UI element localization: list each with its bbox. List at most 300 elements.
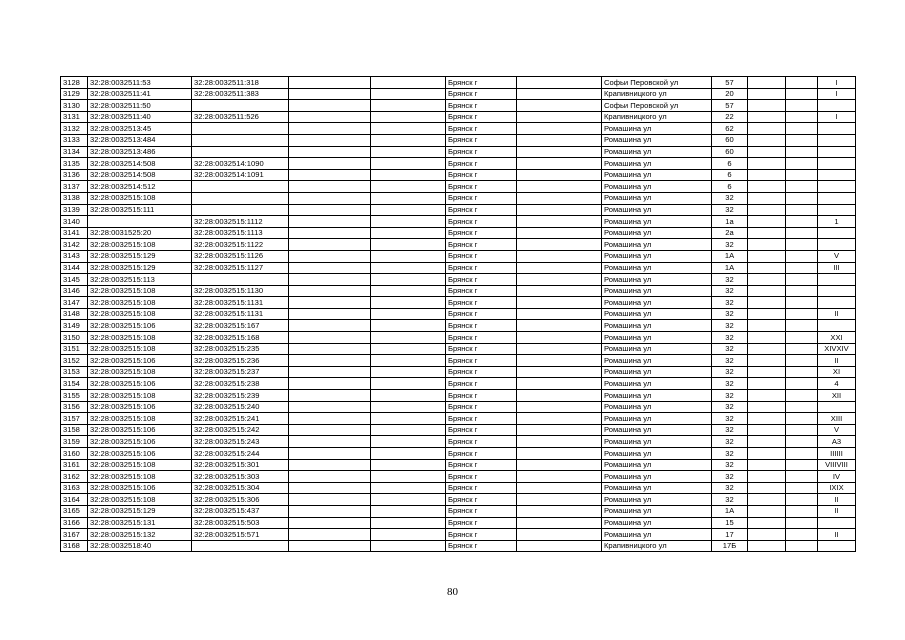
cell-cadastral-number: 32:28:0032515:131 <box>88 517 192 529</box>
table-row <box>61 308 856 320</box>
cell-cadastral-number: 32:28:0032515:129 <box>88 505 192 517</box>
cell-column-5 <box>371 285 446 297</box>
cell-object-number: 32:28:0032515:236 <box>192 355 289 367</box>
cell-city: Брянск г <box>446 459 517 471</box>
cell-column-11 <box>786 192 818 204</box>
cell-cadastral-number: 32:28:0032515:108 <box>88 308 192 320</box>
cell-street: Ромашина ул <box>602 378 712 390</box>
cell-column-5 <box>371 169 446 181</box>
cell-column-4 <box>289 111 371 123</box>
cell-premises: IIIIII <box>818 448 856 460</box>
cell-column-5 <box>371 459 446 471</box>
cell-column-7 <box>517 366 602 378</box>
cell-column-7 <box>517 274 602 286</box>
cell-house-number: 32 <box>712 436 748 448</box>
cell-column-11 <box>786 181 818 193</box>
cell-house-number: 60 <box>712 146 748 158</box>
cell-city: Брянск г <box>446 320 517 332</box>
cell-street: Ромашина ул <box>602 355 712 367</box>
cell-city: Брянск г <box>446 517 517 529</box>
cell-column-5 <box>371 448 446 460</box>
cell-street: Ромашина ул <box>602 343 712 355</box>
cell-cadastral-number: 32:28:0032513:484 <box>88 134 192 146</box>
cell-column-10 <box>748 100 786 112</box>
cell-cadastral-number: 32:28:0032515:108 <box>88 332 192 344</box>
cell-object-number: 32:28:0032515:306 <box>192 494 289 506</box>
cell-street: Ромашина ул <box>602 436 712 448</box>
cell-premises <box>818 100 856 112</box>
cell-column-7 <box>517 482 602 494</box>
cell-premises: II <box>818 308 856 320</box>
cell-column-11 <box>786 482 818 494</box>
cell-cadastral-number: 32:28:0032515:108 <box>88 297 192 309</box>
cell-cadastral-number: 32:28:0032515:113 <box>88 274 192 286</box>
cell-cadastral-number: 32:28:0032515:106 <box>88 355 192 367</box>
cell-house-number: 32 <box>712 285 748 297</box>
cell-object-number <box>192 146 289 158</box>
cell-house-number: 32 <box>712 482 748 494</box>
cell-column-11 <box>786 146 818 158</box>
cell-street: Крапивницкого ул <box>602 540 712 552</box>
cell-city: Брянск г <box>446 274 517 286</box>
cell-premises <box>818 123 856 135</box>
cell-cadastral-number: 32:28:0032515:129 <box>88 250 192 262</box>
cell-object-number: 32:28:0032514:1090 <box>192 158 289 170</box>
cell-column-7 <box>517 448 602 460</box>
cell-object-number: 32:28:0032515:304 <box>192 482 289 494</box>
cell-column-5 <box>371 227 446 239</box>
cell-street: Ромашина ул <box>602 297 712 309</box>
cell-premises <box>818 192 856 204</box>
cell-column-7 <box>517 320 602 332</box>
cell-column-10 <box>748 227 786 239</box>
cell-column-10 <box>748 169 786 181</box>
cell-city: Брянск г <box>446 366 517 378</box>
cell-column-7 <box>517 355 602 367</box>
cell-row-number: 3146 <box>61 285 88 297</box>
cell-row-number: 3135 <box>61 158 88 170</box>
cell-cadastral-number: 32:28:0031525:20 <box>88 227 192 239</box>
cell-premises: XIII <box>818 413 856 425</box>
cell-column-7 <box>517 529 602 541</box>
cell-city: Брянск г <box>446 390 517 402</box>
cell-column-10 <box>748 401 786 413</box>
cell-column-11 <box>786 100 818 112</box>
cell-cadastral-number: 32:28:0032515:106 <box>88 320 192 332</box>
cell-column-7 <box>517 216 602 228</box>
cell-city: Брянск г <box>446 482 517 494</box>
cell-column-10 <box>748 192 786 204</box>
cell-row-number: 3168 <box>61 540 88 552</box>
cell-column-10 <box>748 146 786 158</box>
cell-column-10 <box>748 123 786 135</box>
cell-column-7 <box>517 77 602 89</box>
cell-premises: I <box>818 111 856 123</box>
cell-house-number: 57 <box>712 77 748 89</box>
cell-column-10 <box>748 77 786 89</box>
table-row <box>61 192 856 204</box>
cell-column-4 <box>289 134 371 146</box>
table-row <box>61 285 856 297</box>
cell-row-number: 3155 <box>61 390 88 402</box>
cell-column-4 <box>289 308 371 320</box>
table-row <box>61 401 856 413</box>
cell-city: Брянск г <box>446 227 517 239</box>
cell-column-11 <box>786 250 818 262</box>
cell-column-4 <box>289 146 371 158</box>
cell-column-5 <box>371 146 446 158</box>
table-row <box>61 204 856 216</box>
cell-column-7 <box>517 390 602 402</box>
cell-column-10 <box>748 424 786 436</box>
cell-object-number: 32:28:0032515:242 <box>192 424 289 436</box>
cell-cadastral-number: 32:28:0032515:106 <box>88 448 192 460</box>
cell-column-4 <box>289 494 371 506</box>
cell-column-4 <box>289 355 371 367</box>
cell-cadastral-number: 32:28:0032515:106 <box>88 482 192 494</box>
cell-row-number: 3147 <box>61 297 88 309</box>
cell-city: Брянск г <box>446 355 517 367</box>
cell-column-5 <box>371 494 446 506</box>
cell-column-4 <box>289 436 371 448</box>
cell-cadastral-number: 32:28:0032515:106 <box>88 436 192 448</box>
cell-column-7 <box>517 343 602 355</box>
cell-object-number <box>192 192 289 204</box>
cell-row-number: 3131 <box>61 111 88 123</box>
cell-column-5 <box>371 181 446 193</box>
cell-row-number: 3154 <box>61 378 88 390</box>
cell-city: Брянск г <box>446 540 517 552</box>
cell-column-5 <box>371 343 446 355</box>
cell-column-5 <box>371 88 446 100</box>
cell-column-4 <box>289 320 371 332</box>
cell-row-number: 3166 <box>61 517 88 529</box>
cell-column-7 <box>517 146 602 158</box>
table-row <box>61 320 856 332</box>
cell-column-5 <box>371 158 446 170</box>
cell-column-4 <box>289 77 371 89</box>
cell-column-7 <box>517 378 602 390</box>
cell-column-10 <box>748 366 786 378</box>
cell-column-11 <box>786 366 818 378</box>
cell-city: Брянск г <box>446 529 517 541</box>
cell-city: Брянск г <box>446 123 517 135</box>
cell-column-11 <box>786 77 818 89</box>
cell-column-10 <box>748 494 786 506</box>
cell-object-number: 32:28:0032515:168 <box>192 332 289 344</box>
cell-city: Брянск г <box>446 436 517 448</box>
cell-city: Брянск г <box>446 239 517 251</box>
cell-street: Ромашина ул <box>602 413 712 425</box>
cell-house-number: 2а <box>712 227 748 239</box>
cell-column-10 <box>748 134 786 146</box>
cell-column-11 <box>786 459 818 471</box>
cell-column-5 <box>371 320 446 332</box>
cell-row-number: 3134 <box>61 146 88 158</box>
cell-column-5 <box>371 413 446 425</box>
cell-row-number: 3158 <box>61 424 88 436</box>
cell-cadastral-number: 32:28:0032515:108 <box>88 413 192 425</box>
cell-premises <box>818 517 856 529</box>
cell-street: Ромашина ул <box>602 181 712 193</box>
cell-object-number: 32:28:0032515:301 <box>192 459 289 471</box>
cell-premises <box>818 204 856 216</box>
cell-column-7 <box>517 540 602 552</box>
cell-column-7 <box>517 297 602 309</box>
cell-column-11 <box>786 436 818 448</box>
cell-column-10 <box>748 448 786 460</box>
cell-row-number: 3164 <box>61 494 88 506</box>
cell-column-10 <box>748 181 786 193</box>
cell-house-number: 32 <box>712 471 748 483</box>
cell-column-5 <box>371 390 446 402</box>
cell-row-number: 3142 <box>61 239 88 251</box>
cell-cadastral-number: 32:28:0032511:41 <box>88 88 192 100</box>
table-row <box>61 517 856 529</box>
cell-column-5 <box>371 366 446 378</box>
cell-cadastral-number: 32:28:0032515:106 <box>88 424 192 436</box>
cell-house-number: 32 <box>712 343 748 355</box>
cell-row-number: 3129 <box>61 88 88 100</box>
cell-premises: IXIX <box>818 482 856 494</box>
cell-column-5 <box>371 239 446 251</box>
cell-column-11 <box>786 158 818 170</box>
cell-column-4 <box>289 529 371 541</box>
table-row <box>61 239 856 251</box>
cell-row-number: 3148 <box>61 308 88 320</box>
table-row <box>61 540 856 552</box>
cell-column-4 <box>289 158 371 170</box>
cell-street: Ромашина ул <box>602 204 712 216</box>
cell-premises: II <box>818 355 856 367</box>
cell-city: Брянск г <box>446 111 517 123</box>
cell-column-5 <box>371 100 446 112</box>
cell-cadastral-number: 32:28:0032514:508 <box>88 169 192 181</box>
cell-premises <box>818 134 856 146</box>
cell-column-7 <box>517 459 602 471</box>
cell-column-5 <box>371 77 446 89</box>
table-row <box>61 169 856 181</box>
cell-street: Софьи Перовской ул <box>602 77 712 89</box>
cell-column-4 <box>289 239 371 251</box>
cell-object-number: 32:28:0032515:1113 <box>192 227 289 239</box>
cell-row-number: 3136 <box>61 169 88 181</box>
cell-row-number: 3159 <box>61 436 88 448</box>
cell-column-5 <box>371 378 446 390</box>
cell-object-number: 32:28:0032515:167 <box>192 320 289 332</box>
cell-cadastral-number: 32:28:0032513:45 <box>88 123 192 135</box>
cell-column-10 <box>748 332 786 344</box>
cell-column-10 <box>748 274 786 286</box>
cell-column-11 <box>786 88 818 100</box>
cell-city: Брянск г <box>446 424 517 436</box>
cell-column-4 <box>289 540 371 552</box>
cell-city: Брянск г <box>446 158 517 170</box>
cell-column-11 <box>786 448 818 460</box>
cell-house-number: 32 <box>712 459 748 471</box>
cell-row-number: 3145 <box>61 274 88 286</box>
cell-column-5 <box>371 297 446 309</box>
table-row <box>61 448 856 460</box>
cell-city: Брянск г <box>446 192 517 204</box>
cell-column-7 <box>517 88 602 100</box>
cell-column-11 <box>786 297 818 309</box>
cell-row-number: 3149 <box>61 320 88 332</box>
cell-row-number: 3157 <box>61 413 88 425</box>
cell-cadastral-number: 32:28:0032514:512 <box>88 181 192 193</box>
cell-column-7 <box>517 134 602 146</box>
cell-column-11 <box>786 274 818 286</box>
table-row <box>61 111 856 123</box>
cell-column-11 <box>786 401 818 413</box>
cell-column-5 <box>371 529 446 541</box>
cell-street: Ромашина ул <box>602 227 712 239</box>
cell-premises <box>818 227 856 239</box>
cell-object-number: 32:28:0032515:238 <box>192 378 289 390</box>
cell-row-number: 3160 <box>61 448 88 460</box>
cell-city: Брянск г <box>446 448 517 460</box>
table-row <box>61 123 856 135</box>
cell-column-5 <box>371 262 446 274</box>
cell-column-10 <box>748 540 786 552</box>
cell-cadastral-number: 32:28:0032511:40 <box>88 111 192 123</box>
cell-object-number: 32:28:0032515:437 <box>192 505 289 517</box>
cell-column-7 <box>517 250 602 262</box>
cell-object-number: 32:28:0032515:237 <box>192 366 289 378</box>
cell-house-number: 32 <box>712 401 748 413</box>
cell-object-number: 32:28:0032515:303 <box>192 471 289 483</box>
cell-column-5 <box>371 436 446 448</box>
cell-street: Ромашина ул <box>602 169 712 181</box>
cell-premises: I <box>818 88 856 100</box>
cell-column-5 <box>371 308 446 320</box>
cell-street: Ромашина ул <box>602 471 712 483</box>
cell-house-number: 32 <box>712 204 748 216</box>
cell-column-5 <box>371 216 446 228</box>
cell-column-5 <box>371 401 446 413</box>
cell-cadastral-number <box>88 216 192 228</box>
cell-house-number: 32 <box>712 239 748 251</box>
cell-column-10 <box>748 390 786 402</box>
cell-column-11 <box>786 239 818 251</box>
cell-house-number: 17Б <box>712 540 748 552</box>
cell-cadastral-number: 32:28:0032515:108 <box>88 390 192 402</box>
cell-column-5 <box>371 540 446 552</box>
cell-house-number: 32 <box>712 390 748 402</box>
cell-column-10 <box>748 285 786 297</box>
cell-street: Ромашина ул <box>602 424 712 436</box>
cell-column-7 <box>517 192 602 204</box>
cell-column-7 <box>517 505 602 517</box>
cell-row-number: 3132 <box>61 123 88 135</box>
cell-city: Брянск г <box>446 505 517 517</box>
cell-column-10 <box>748 297 786 309</box>
cell-column-11 <box>786 285 818 297</box>
table-row <box>61 250 856 262</box>
cell-house-number: 32 <box>712 274 748 286</box>
cell-premises: VIIIVIII <box>818 459 856 471</box>
cell-premises: I <box>818 77 856 89</box>
cell-house-number: 15 <box>712 517 748 529</box>
cell-column-5 <box>371 250 446 262</box>
cell-column-4 <box>289 401 371 413</box>
cell-column-4 <box>289 424 371 436</box>
cell-column-5 <box>371 123 446 135</box>
cell-city: Брянск г <box>446 308 517 320</box>
cell-object-number: 32:28:0032515:1131 <box>192 308 289 320</box>
table-row <box>61 262 856 274</box>
cell-column-10 <box>748 239 786 251</box>
cell-column-4 <box>289 297 371 309</box>
cell-object-number: 32:28:0032515:235 <box>192 343 289 355</box>
cell-column-4 <box>289 181 371 193</box>
cell-row-number: 3140 <box>61 216 88 228</box>
cell-column-5 <box>371 134 446 146</box>
cell-column-5 <box>371 192 446 204</box>
cell-column-11 <box>786 413 818 425</box>
cell-city: Брянск г <box>446 471 517 483</box>
cell-object-number: 32:28:0032515:1131 <box>192 297 289 309</box>
cell-column-4 <box>289 505 371 517</box>
cell-column-4 <box>289 343 371 355</box>
cell-premises <box>818 297 856 309</box>
cell-premises: II <box>818 529 856 541</box>
cell-street: Ромашина ул <box>602 262 712 274</box>
cell-street: Ромашина ул <box>602 134 712 146</box>
cell-house-number: 32 <box>712 192 748 204</box>
cell-street: Ромашина ул <box>602 146 712 158</box>
table-row <box>61 134 856 146</box>
cell-column-4 <box>289 227 371 239</box>
cell-column-11 <box>786 216 818 228</box>
cell-column-4 <box>289 262 371 274</box>
cell-row-number: 3143 <box>61 250 88 262</box>
cell-object-number: 32:28:0032515:1112 <box>192 216 289 228</box>
cell-column-7 <box>517 227 602 239</box>
cell-cadastral-number: 32:28:0032515:106 <box>88 401 192 413</box>
cell-column-10 <box>748 471 786 483</box>
cell-column-5 <box>371 355 446 367</box>
cell-house-number: 32 <box>712 320 748 332</box>
cell-column-4 <box>289 250 371 262</box>
cell-row-number: 3153 <box>61 366 88 378</box>
cell-column-4 <box>289 169 371 181</box>
cell-street: Ромашина ул <box>602 239 712 251</box>
cell-row-number: 3138 <box>61 192 88 204</box>
cell-column-7 <box>517 204 602 216</box>
cell-column-5 <box>371 505 446 517</box>
cell-row-number: 3144 <box>61 262 88 274</box>
cell-street: Ромашина ул <box>602 505 712 517</box>
cell-house-number: 32 <box>712 332 748 344</box>
cell-column-7 <box>517 332 602 344</box>
cell-column-11 <box>786 424 818 436</box>
cell-street: Ромашина ул <box>602 459 712 471</box>
cell-premises: IV <box>818 471 856 483</box>
cell-column-5 <box>371 111 446 123</box>
table-row <box>61 227 856 239</box>
cell-column-7 <box>517 494 602 506</box>
cell-object-number: 32:28:0032515:1126 <box>192 250 289 262</box>
cell-street: Ромашина ул <box>602 308 712 320</box>
cell-street: Ромашина ул <box>602 482 712 494</box>
cell-street: Ромашина ул <box>602 529 712 541</box>
cell-city: Брянск г <box>446 332 517 344</box>
cell-object-number: 32:28:0032511:318 <box>192 77 289 89</box>
cell-cadastral-number: 32:28:0032515:108 <box>88 192 192 204</box>
cell-column-4 <box>289 378 371 390</box>
cell-column-10 <box>748 378 786 390</box>
